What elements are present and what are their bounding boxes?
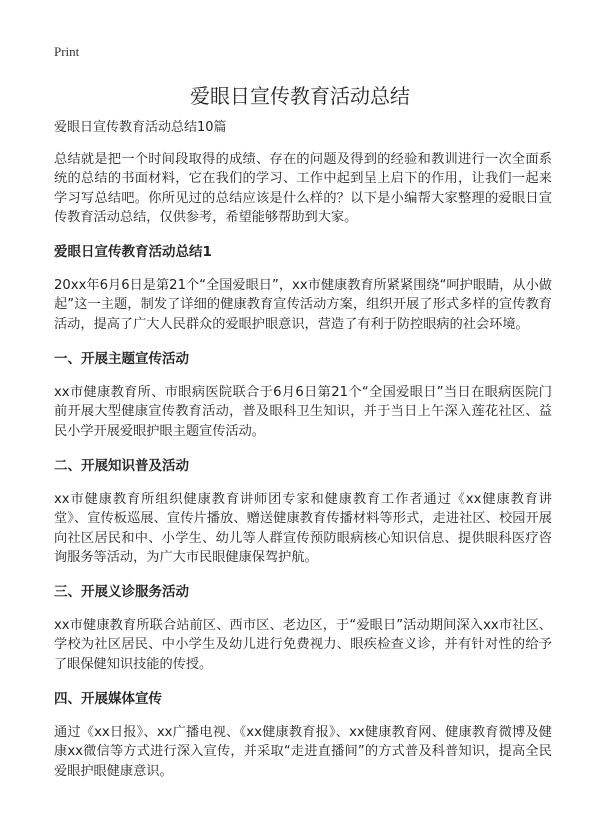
part-heading-3: 三、开展义诊服务活动 — [54, 584, 189, 601]
document-body — [54, 118, 552, 796]
part-heading-1: 一、开展主题宣传活动 — [54, 351, 189, 368]
part-text-1: xx市健康教育所、市眼病医院联合于6月6日第21个“全国爱眼日”当日在眼病医院门前开展大型健康宣传教育活动，普及眼科卫生知识，并于当日上午深入莲花社区、益民小学开展爱眼护眼主题宣传活动。 — [54, 385, 552, 439]
document-subtitle: 爱眼日宣传教育活动总结10篇 — [54, 120, 227, 135]
section-title: 爱眼日宣传教育活动总结1 — [54, 244, 212, 261]
section-intro-paragraph: 20xx年6月6日是第21个“全国爱眼日”，xx市健康教育所紧紧围绕“呵护眼睛，从小做起”这一主题，制发了详细的健康教育宣传活动方案，组织开展了形式多样的宣传教育活动，提高了广大人民群众的爱眼护眼意识，营造了有利于防控眼病的社会环境。 — [54, 278, 552, 332]
part-text-4: 通过《xx日报》、xx广播电视、《xx健康教育报》、xx健康教育网、健康教育微博及健康xx微信等方式进行深入宣传，并采取“走进直播间”的方式普及科普知识，提高全民爱眼护眼健康意识。 — [54, 725, 552, 779]
part-heading-4: 四、开展媒体宣传 — [54, 691, 162, 708]
part-text-2: xx市健康教育所组织健康教育讲师团专家和健康教育工作者通过《xx健康教育讲堂》、宣传板巡展、宣传片播放、赠送健康教育传播材料等形式，走进社区、校园开展向社区居民和中、小学生、幼儿等人群宣传预防眼病核心知识信息、提供眼科医疗咨询服务等活动，为广大市民眼健康保驾护航。 — [54, 491, 552, 565]
part-text-3: xx市健康教育所联合站前区、西市区、老边区，于“爱眼日”活动期间深入xx市社区、学校为社区居民、中小学生及幼儿进行免费视力、眼疾检查义诊，并有针对性的给予了眼保健知识技能的传授。 — [54, 618, 552, 672]
document-title: 爱眼日宣传教育活动总结 — [190, 84, 410, 108]
part-heading-2: 二、开展知识普及活动 — [54, 457, 189, 474]
print-link[interactable]: Print — [54, 44, 80, 59]
intro-paragraph: 总结就是把一个时间段取得的成绩、存在的问题及得到的经验和教训进行一次全面系统的总结的书面材料，它在我们的学习、工作中起到呈上启下的作用，让我们一起来学习写总结吧。你所见过的总结应该是什么样的？以下是小编帮大家整理的爱眼日宣传教育活动总结，仅供参考，希望能够帮助到大家。 — [54, 152, 552, 225]
